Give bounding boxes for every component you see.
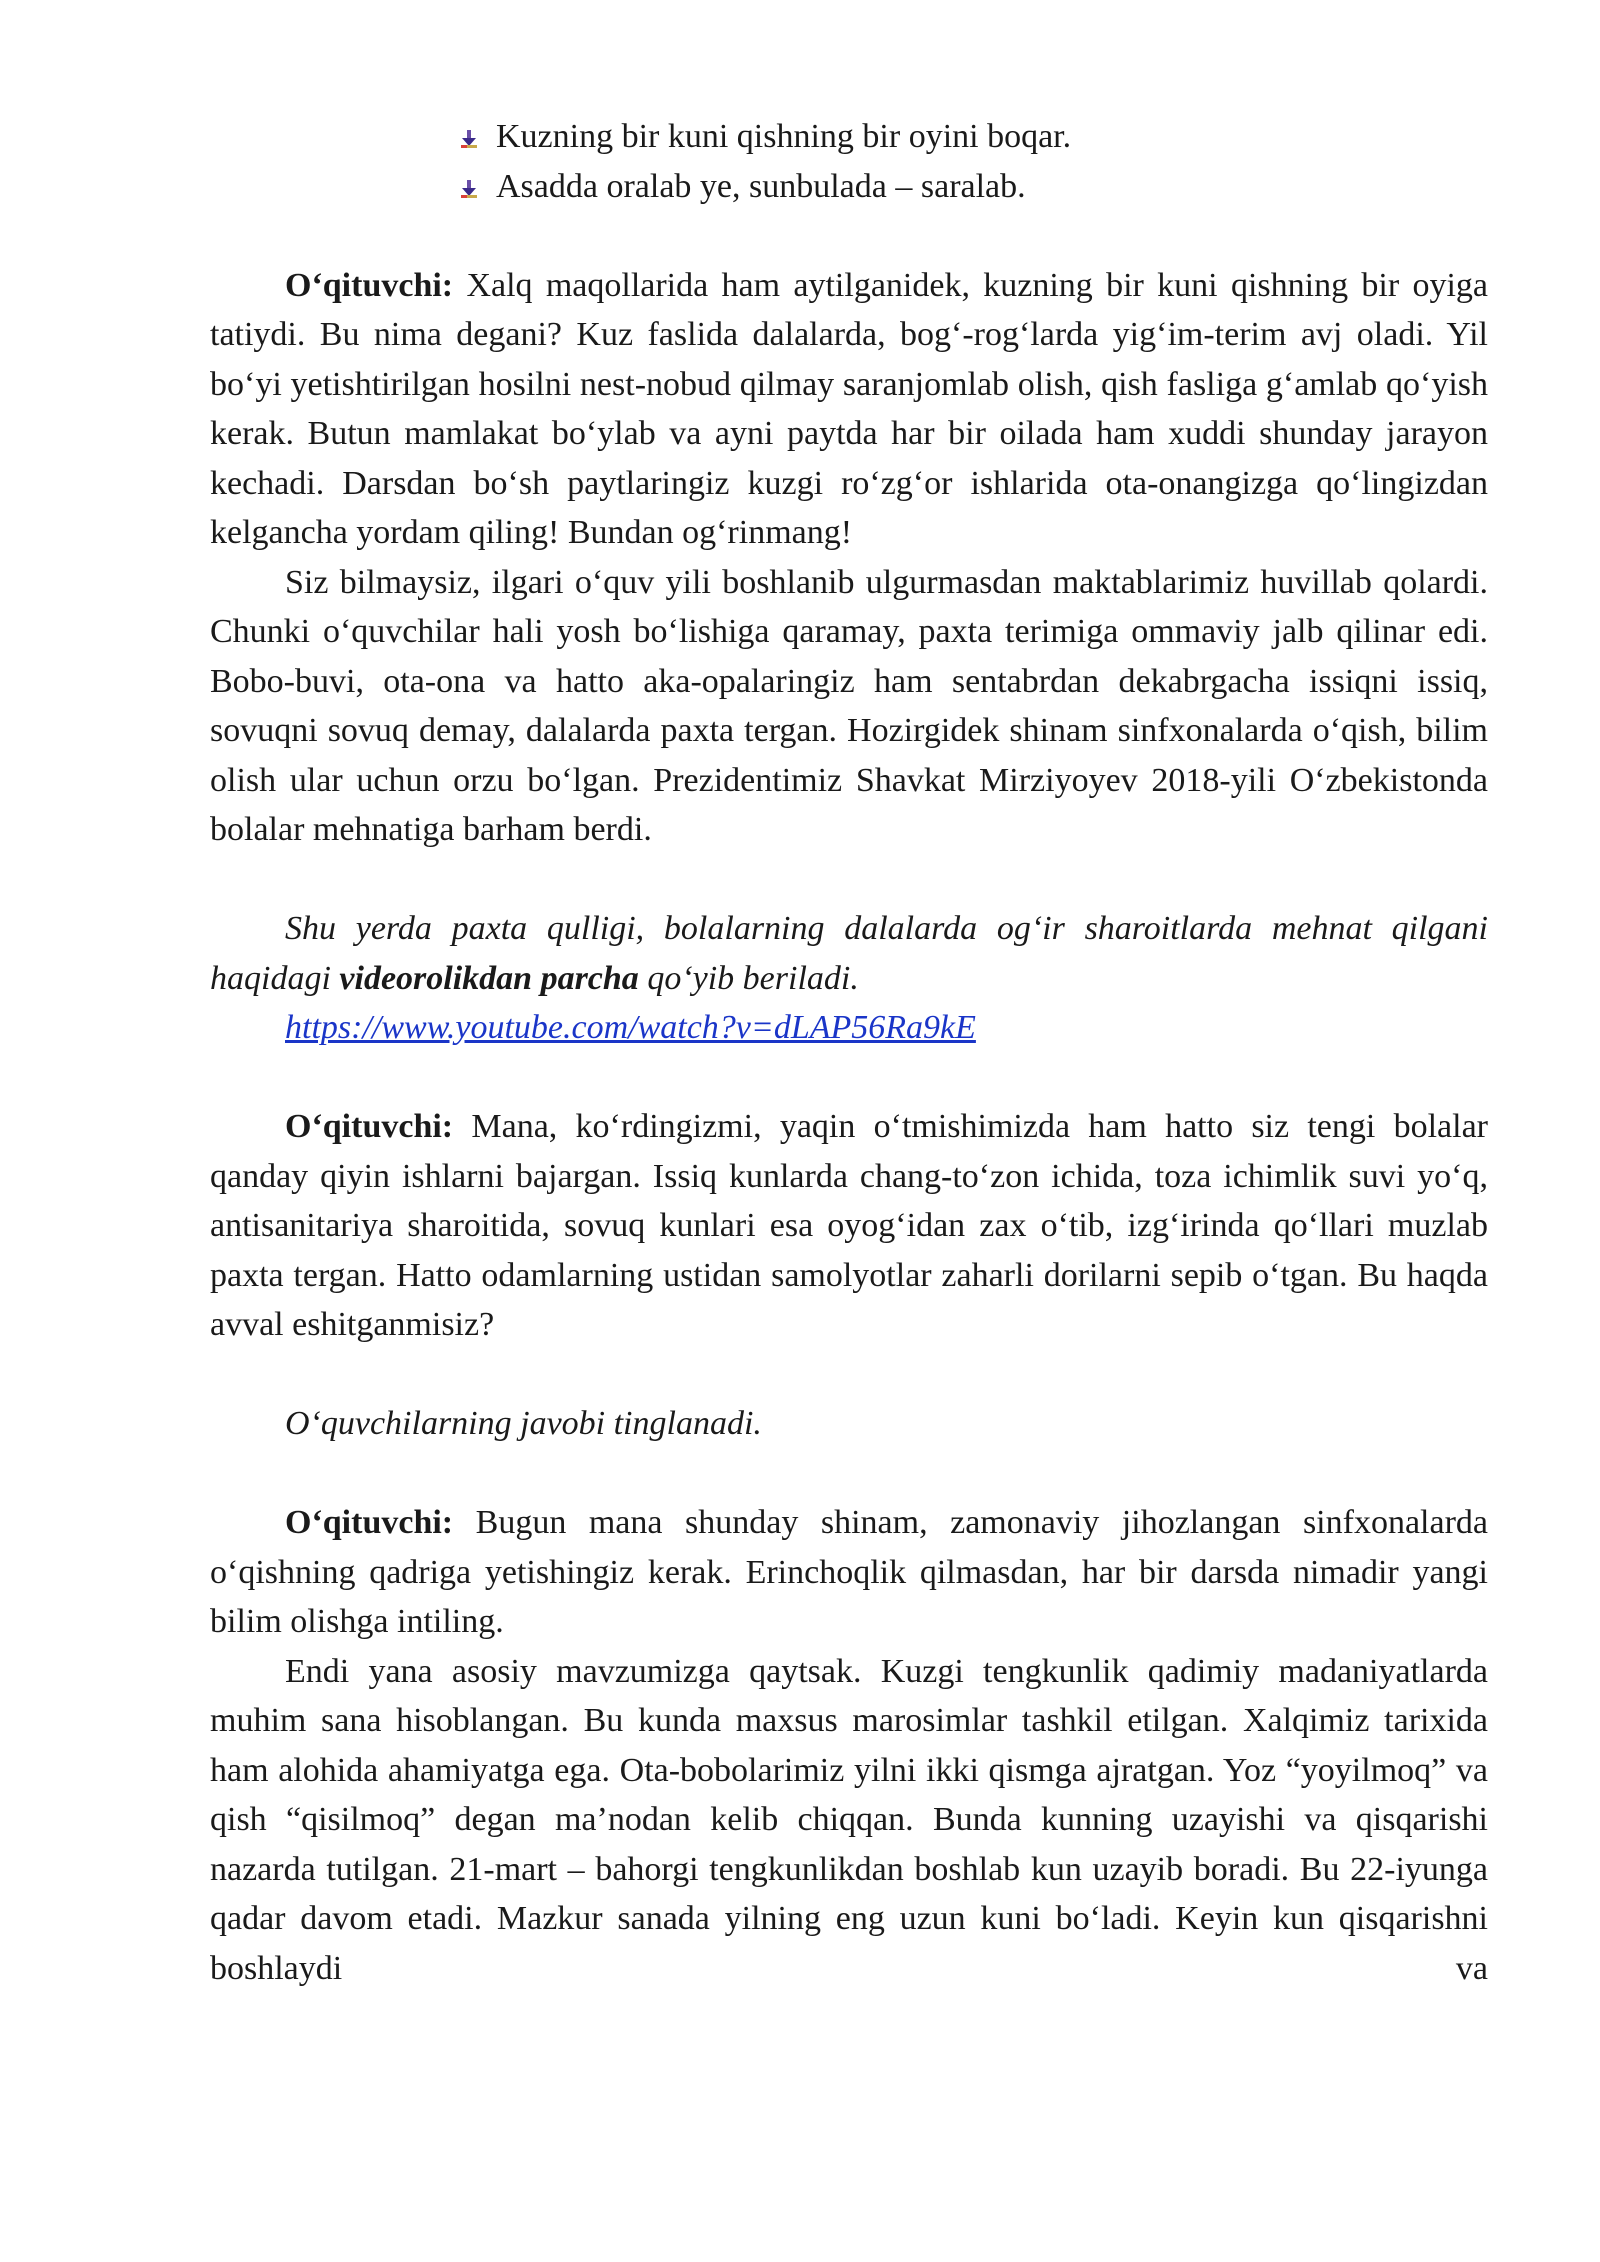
paragraph-history: Siz bilmaysiz, ilgari o‘quv yili boshlanib ulgurmasdan maktablarimiz huvillab qolardi. Chunki o‘quvchilar hali yosh bo‘lishiga qaramay, paxta terimiga ommaviy jalb qilinar edi. Bobo-buvi, ota-ona va hatto aka-opalaringiz ham sentabrdan dekabrgacha issiqni issiq, sovuqni sovuq demay, dalalarda paxta tergan. Hozirgidek shinam sinfxonalarda o‘qish, bilim olish ular uchun orzu bo‘lgan. Prezidentimiz Shavkat Mirziyoyev 2018-yili O‘zbekistonda bolalar mehnatiga barham berdi. [210, 563, 1488, 848]
video-link-line [210, 1003, 1488, 1053]
arrow-down-icon [459, 179, 479, 199]
student-note [210, 1399, 1488, 1449]
paragraph-teacher-1 [210, 261, 1488, 558]
proverb-list [210, 112, 1488, 211]
video-note-text: Shu yerda paxta qulligi, bolalarning dalalarda og‘ir sharoitlarda mehnat qilgani haqidagi [210, 910, 1488, 997]
speaker-label: O‘qituvchi: [285, 1504, 454, 1541]
speaker-label: O‘qituvchi: [285, 266, 454, 304]
list-item [210, 112, 1488, 162]
list-item-text: Asadda oralab ye, sunbulada – saralab. [496, 167, 1026, 205]
paragraph-text: Bugun mana shunday shinam, zamonaviy jihozlangan sinfxonalarda o‘qishning qadriga yetishingiz kerak. Erinchoqlik qilmasdan, har bir darsda nimadir yangi bilim olishga intiling. [210, 1504, 1488, 1640]
paragraph-teacher-3 [210, 1498, 1488, 1647]
list-item-text: Kuzning bir kuni qishning bir oyini boqar. [496, 118, 1072, 155]
video-note-text-end: qo‘yib beriladi. [638, 959, 859, 997]
paragraph-equinox: Endi yana asosiy mavzumizga qaytsak. Kuzgi tengkunlik qadimiy madaniyatlarda muhim sana hisoblangan. Bu kunda maxsus marosimlar tashkil etilgan. Xalqimiz tarixida ham alohida ahamiyatga ega. Ota-bobolarimiz yilni ikki qismga ajratgan. Yoz “yoyilmoq” va qish “qisilmoq” degan ma’nodan kelib chiqqan. Bunda kunning uzayishi va qisqarishi nazarda tutilgan. 21-mart – bahorgi tengkunlikdan boshlab kun uzayib boradi. Bu 22-iyunga qadar davom etadi. Mazkur sanada yilning eng uzun kuni bo‘ladi. Keyin kun qisqarishni boshlaydi va [210, 1652, 1488, 1987]
paragraph-text: Xalq maqollarida ham aytilganidek, kuzning bir kuni qishning bir oyiga tatiydi. Bu nima degani? Kuz faslida dalalarda, bog‘-rog‘larda yig‘im-terim avj oladi. Yil bo‘yi yetishtirilgan hosilni nest-nobud qilmay saranjomlab olish, qish fasliga g‘amlab qo‘yish kerak. Butun mamlakat bo‘ylab va ayni paytda har bir oilada ham xuddi shunday jarayon kechadi. Darsdan bo‘sh paytlaringiz kuzgi ro‘zg‘or ishlarida ota-onangizga qo‘lingizdan kelgancha yordam qiling! Bundan og‘rinmang! [210, 266, 1488, 551]
video-note [210, 904, 1488, 1003]
video-note-bold: videorolikdan parcha [339, 959, 639, 997]
video-link[interactable]: https://www.youtube.com/watch?v=dLAP56Ra9kE [285, 1009, 976, 1046]
paragraph-text: Mana, ko‘rdingizmi, yaqin o‘tmishimizda ham hatto siz tengi bolalar qanday qiyin ishlarni bajargan. Issiq kunlarda chang-to‘zon ichida, toza ichimlik suvi yo‘q, antisanitariya sharoitida, sovuq kunlari esa oyog‘idan zax o‘tib, izg‘irinda qo‘llari muzlab paxta tergan. Hatto odamlarning ustidan samolyotlar zaharli dorilarni sepib o‘tgan. Bu haqda avval eshitganmisiz? [210, 1108, 1488, 1343]
list-item [210, 162, 1488, 212]
student-note-text: O‘quvchilarning javobi tinglanadi. [285, 1405, 762, 1442]
speaker-label: O‘qituvchi: [285, 1108, 454, 1145]
paragraph-teacher-2 [210, 1102, 1488, 1350]
arrow-down-icon [459, 129, 479, 149]
